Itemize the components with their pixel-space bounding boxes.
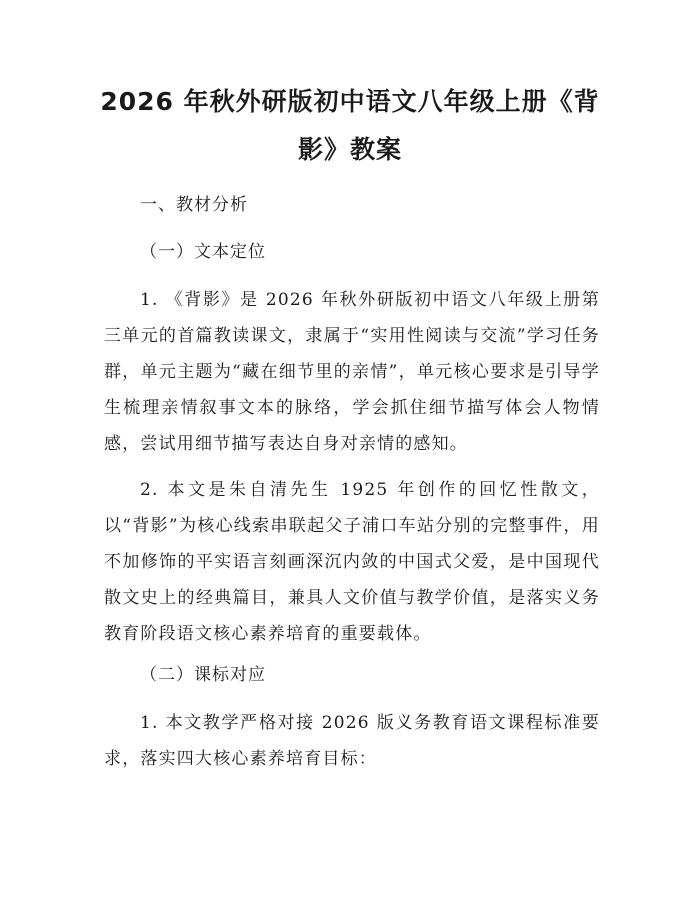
subheading-text-positioning: （一）文本定位 bbox=[140, 242, 266, 262]
paragraph-text-positioning-1: 1. 《背影》是 2026 年秋外研版初中语文八年级上册第三单元的首篇教读课文，隶属于“实用性阅读与交流”学习任务群，单元主题为“藏在细节里的亲情”，单元核心要求是引导学生梳理亲情叙事文本的脉络，学会抓住细节描写体会人物情感，尝试用细节描写表达自身对亲情的感知。 bbox=[104, 290, 600, 454]
paragraph-text-positioning-2: 2. 本文是朱自清先生 1925 年创作的回忆性散文，以“背影”为核心线索串联起父子浦口车站分别的完整事件，用不加修饰的平实语言刻画深沉内敛的中国式父爱，是中国现代散文史上的经典篇目，兼具人文价值与教学价值，是落实义务教育阶段语文核心素养培育的重要载体。 bbox=[104, 480, 600, 644]
document-title: 2026 年秋外研版初中语文八年级上册《背影》教案 bbox=[100, 87, 600, 164]
paragraph-curriculum-standards-1: 1. 本文教学严格对接 2026 版义务教育语文课程标准要求，落实四大核心素养培育目标： bbox=[104, 713, 600, 769]
section-heading-teaching-material-analysis: 一、教材分析 bbox=[140, 195, 248, 215]
subheading-curriculum-standards: （二）课标对应 bbox=[140, 665, 266, 685]
